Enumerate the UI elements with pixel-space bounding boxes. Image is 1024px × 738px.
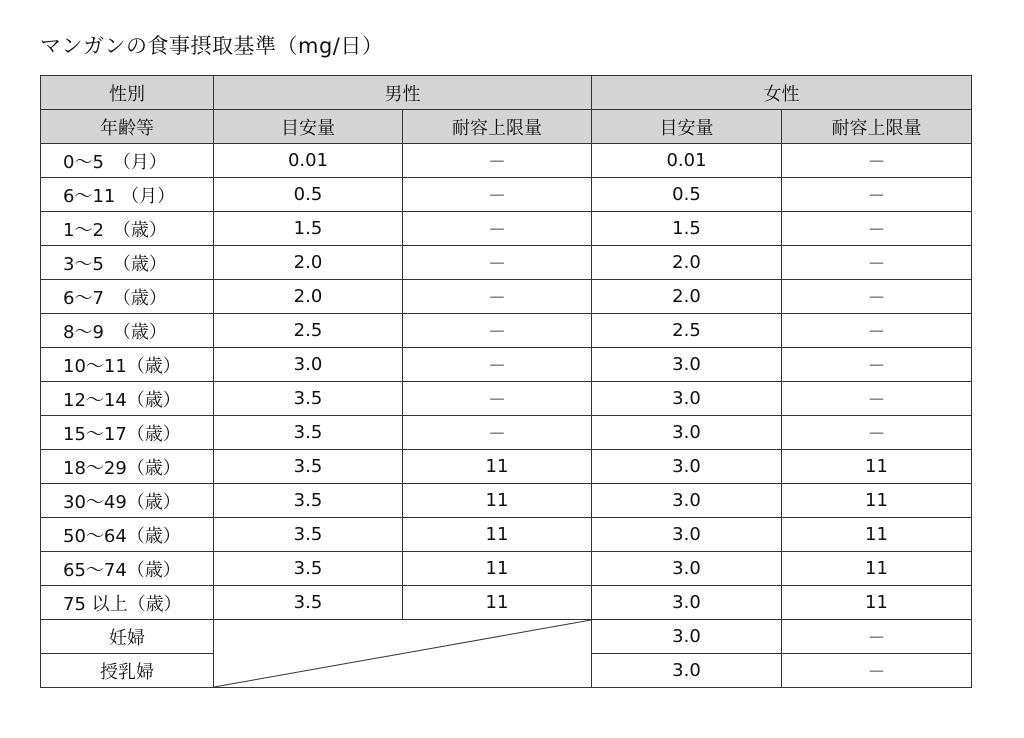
female-ai-cell: 3.0 <box>592 484 782 518</box>
table-row <box>41 280 972 314</box>
age-cell: 8～9 （歳） <box>41 314 214 348</box>
table-row <box>41 416 972 450</box>
female-ai-cell: 0.01 <box>592 144 782 178</box>
table-row <box>41 144 972 178</box>
table-body <box>41 144 972 688</box>
female-ul-cell: 11 <box>782 450 972 484</box>
header-age-label: 年齢等 <box>41 110 214 144</box>
female-ul-cell: － <box>782 314 972 348</box>
table-row <box>41 314 972 348</box>
not-applicable-diagonal-cell <box>214 620 592 688</box>
female-ai-cell: 2.5 <box>592 314 782 348</box>
male-ul-cell: 11 <box>403 484 592 518</box>
header-male-ai: 目安量 <box>214 110 403 144</box>
header-row-sex <box>41 76 972 110</box>
male-ai-cell: 3.5 <box>214 518 403 552</box>
male-ai-cell: 0.5 <box>214 178 403 212</box>
male-ul-cell: － <box>403 144 592 178</box>
table-row <box>41 212 972 246</box>
table-row <box>41 518 972 552</box>
male-ai-cell: 2.0 <box>214 280 403 314</box>
female-ai-cell: 3.0 <box>592 552 782 586</box>
male-ai-cell: 2.0 <box>214 246 403 280</box>
manganese-intake-table <box>40 75 972 688</box>
age-cell: 1～2 （歳） <box>41 212 214 246</box>
female-ai-cell: 1.5 <box>592 212 782 246</box>
male-ai-cell: 3.5 <box>214 586 403 620</box>
header-female: 女性 <box>592 76 972 110</box>
male-ai-cell: 0.01 <box>214 144 403 178</box>
table-row <box>41 586 972 620</box>
female-ul-cell: － <box>782 178 972 212</box>
age-cell: 10～11（歳） <box>41 348 214 382</box>
age-cell: 50～64（歳） <box>41 518 214 552</box>
age-cell: 18～29（歳） <box>41 450 214 484</box>
male-ul-cell: 11 <box>403 552 592 586</box>
table-row <box>41 450 972 484</box>
header-row-metric <box>41 110 972 144</box>
female-ul-cell: 11 <box>782 518 972 552</box>
male-ai-cell: 3.5 <box>214 450 403 484</box>
female-ul-cell: － <box>782 212 972 246</box>
male-ai-cell: 3.5 <box>214 416 403 450</box>
female-ai-cell: 3.0 <box>592 654 782 688</box>
table-row <box>41 620 972 654</box>
female-ai-cell: 3.0 <box>592 416 782 450</box>
male-ai-cell: 1.5 <box>214 212 403 246</box>
age-cell: 65～74（歳） <box>41 552 214 586</box>
female-ai-cell: 3.0 <box>592 518 782 552</box>
header-female-ul: 耐容上限量 <box>782 110 972 144</box>
female-ul-cell: － <box>782 280 972 314</box>
special-row-label: 授乳婦 <box>41 654 214 688</box>
male-ul-cell: 11 <box>403 518 592 552</box>
diagonal-line <box>214 620 591 687</box>
female-ul-cell: － <box>782 654 972 688</box>
female-ai-cell: 0.5 <box>592 178 782 212</box>
table-row <box>41 552 972 586</box>
table-row <box>41 246 972 280</box>
female-ul-cell: － <box>782 246 972 280</box>
male-ai-cell: 3.5 <box>214 552 403 586</box>
female-ul-cell: － <box>782 144 972 178</box>
female-ul-cell: 11 <box>782 484 972 518</box>
female-ai-cell: 2.0 <box>592 280 782 314</box>
age-cell: 30～49（歳） <box>41 484 214 518</box>
table-row <box>41 382 972 416</box>
age-cell: 3～5 （歳） <box>41 246 214 280</box>
female-ai-cell: 3.0 <box>592 620 782 654</box>
page-title: マンガンの食事摂取基準（mg/日） <box>40 34 384 58</box>
male-ul-cell: － <box>403 348 592 382</box>
header-female-ai: 目安量 <box>592 110 782 144</box>
male-ul-cell: － <box>403 416 592 450</box>
age-cell: 6～11 （月） <box>41 178 214 212</box>
male-ul-cell: － <box>403 212 592 246</box>
table-row <box>41 178 972 212</box>
male-ul-cell: 11 <box>403 450 592 484</box>
age-cell: 6～7 （歳） <box>41 280 214 314</box>
female-ul-cell: 11 <box>782 586 972 620</box>
table-row <box>41 484 972 518</box>
female-ai-cell: 3.0 <box>592 382 782 416</box>
male-ai-cell: 2.5 <box>214 314 403 348</box>
female-ul-cell: 11 <box>782 552 972 586</box>
header-male: 男性 <box>214 76 592 110</box>
male-ul-cell: － <box>403 382 592 416</box>
age-cell: 0～5 （月） <box>41 144 214 178</box>
female-ul-cell: － <box>782 620 972 654</box>
age-cell: 15～17（歳） <box>41 416 214 450</box>
male-ul-cell: 11 <box>403 586 592 620</box>
male-ul-cell: － <box>403 178 592 212</box>
male-ul-cell: － <box>403 314 592 348</box>
female-ai-cell: 2.0 <box>592 246 782 280</box>
female-ai-cell: 3.0 <box>592 348 782 382</box>
age-cell: 75 以上（歳） <box>41 586 214 620</box>
table-row <box>41 348 972 382</box>
female-ai-cell: 3.0 <box>592 450 782 484</box>
special-row-label: 妊婦 <box>41 620 214 654</box>
female-ul-cell: － <box>782 382 972 416</box>
male-ai-cell: 3.0 <box>214 348 403 382</box>
female-ul-cell: － <box>782 416 972 450</box>
age-cell: 12～14（歳） <box>41 382 214 416</box>
header-male-ul: 耐容上限量 <box>403 110 592 144</box>
header-sex-label: 性別 <box>41 76 214 110</box>
female-ul-cell: － <box>782 348 972 382</box>
male-ul-cell: － <box>403 246 592 280</box>
female-ai-cell: 3.0 <box>592 586 782 620</box>
male-ul-cell: － <box>403 280 592 314</box>
male-ai-cell: 3.5 <box>214 484 403 518</box>
male-ai-cell: 3.5 <box>214 382 403 416</box>
